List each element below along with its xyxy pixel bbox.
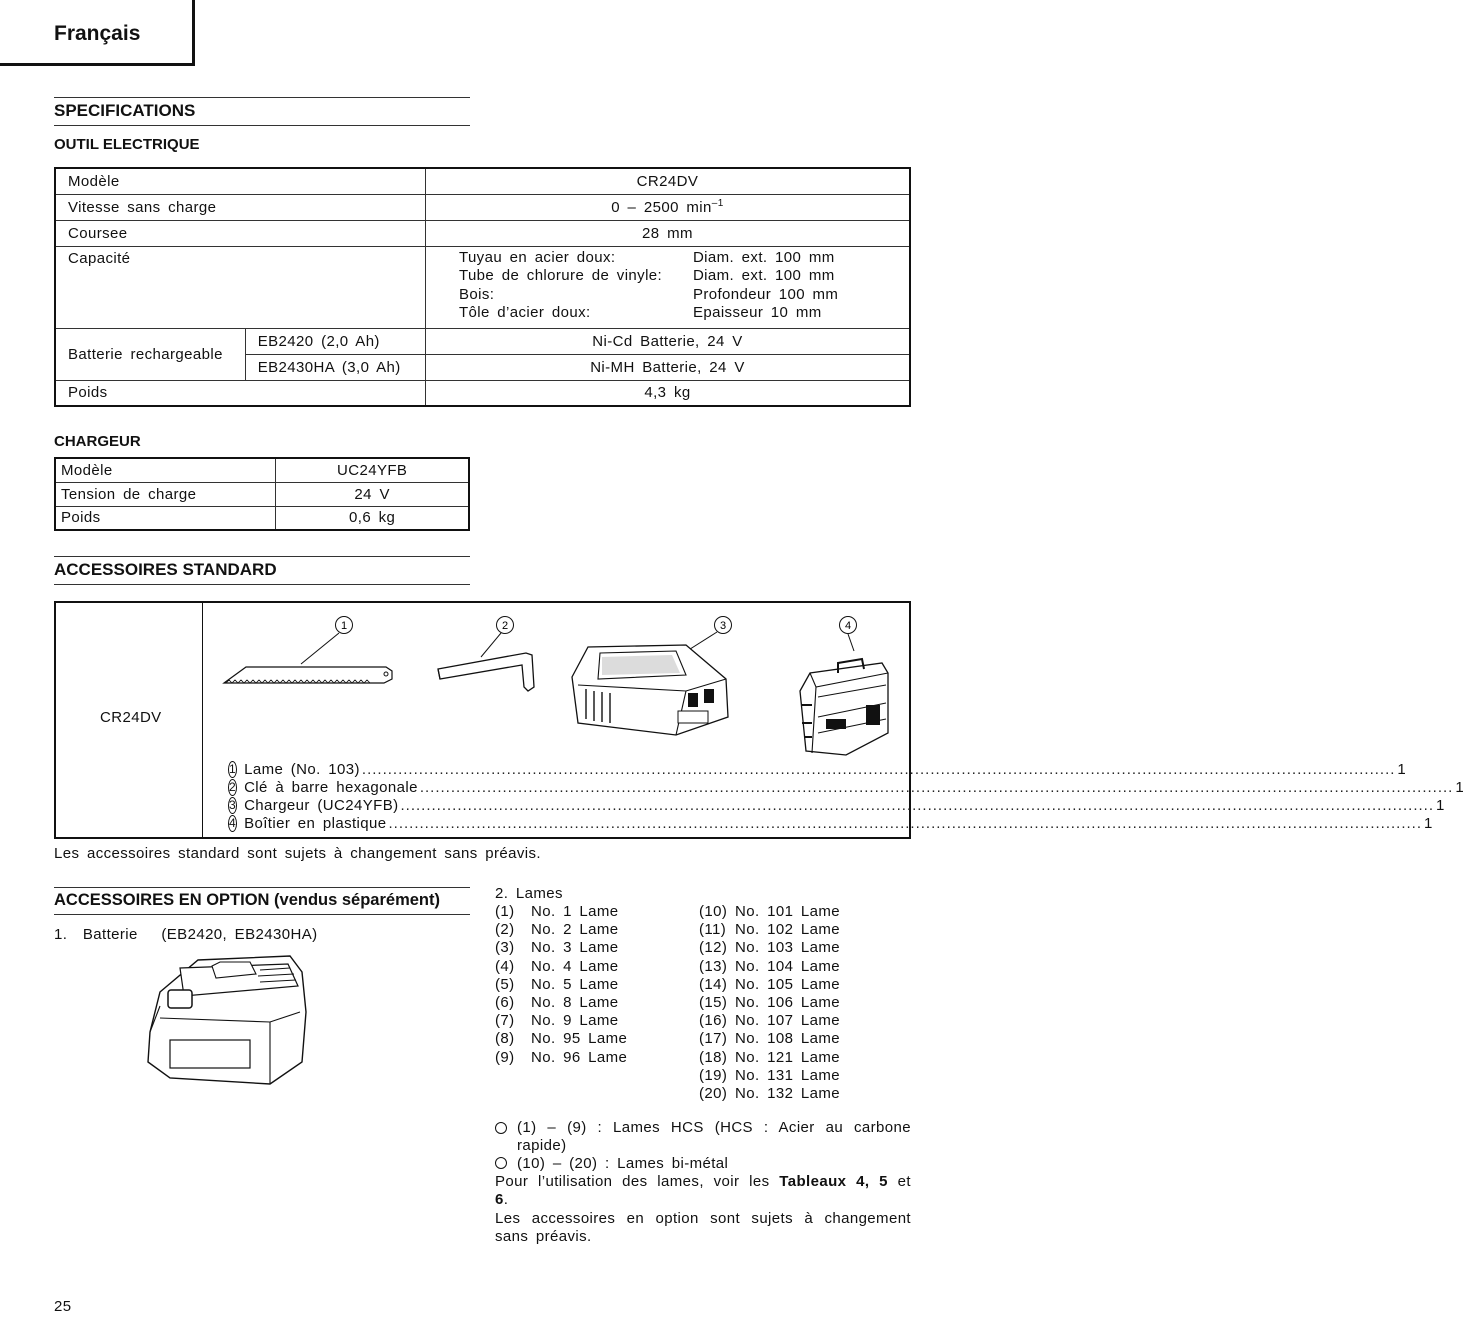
accessories-illustration: [206, 607, 906, 765]
optional-change-note: Les accessoires en option sont sujets à changement sans préavis.: [495, 1210, 911, 1245]
item-quantity: 1: [1455, 778, 1464, 796]
item-number: 1: [229, 761, 237, 776]
blade-index: (3): [495, 939, 515, 957]
spec-value: Ni-Cd Batterie, 24 V: [425, 328, 910, 354]
item-label: Chargeur (UC24YFB): [244, 796, 399, 814]
blade-name: No. 5 Lame: [531, 975, 619, 993]
item-number: 3: [229, 797, 237, 812]
callout-4: [840, 617, 857, 652]
bimetal-note-text: (10) – (20) : Lames bi-métal: [517, 1155, 729, 1172]
table-row: [55, 194, 910, 220]
tool-subtitle: OUTIL ELECTRIQUE: [54, 136, 200, 153]
blade-index: (16): [699, 1012, 728, 1030]
blade-row: [495, 976, 915, 994]
blade-row: [495, 1030, 915, 1048]
blade-row: [495, 921, 915, 939]
plastic-case-image: [800, 659, 888, 755]
table-row: [55, 458, 469, 482]
blade-index: (6): [495, 993, 515, 1011]
blade-name: No. 105 Lame: [735, 975, 841, 993]
dot-leader: ........................................................................................................................................................................................................: [361, 760, 1396, 778]
list-item: [228, 778, 1464, 796]
capacity-spec: Diam. ext. 100 mm: [692, 267, 835, 284]
usage-end: .: [503, 1191, 509, 1208]
blade-index: (20): [699, 1084, 728, 1102]
capacity-spec: Diam. ext. 100 mm: [692, 248, 835, 266]
blade-name: No. 1 Lame: [531, 903, 619, 920]
table-row: [55, 328, 910, 354]
blade-name: No. 108 Lame: [735, 1030, 841, 1048]
capacity-material: Tube de chlorure de vinyle:: [458, 267, 663, 284]
callout-1: [301, 617, 353, 665]
hcs-note-text: (1) – (9) : Lames HCS (HCS : Acier au carbone rapide): [517, 1119, 911, 1154]
item-number: 2: [229, 779, 237, 794]
blade-index: (8): [495, 1030, 515, 1048]
speed-value: 0 – 2500 min: [611, 199, 712, 216]
blade-name: No. 107 Lame: [735, 1012, 841, 1030]
blade-index: (15): [699, 993, 728, 1011]
battery-item: [54, 926, 318, 943]
item-quantity: 1: [1436, 796, 1445, 814]
spec-value: CR24DV: [425, 168, 910, 194]
standard-accessories-title: ACCESSOIRES STANDARD: [54, 556, 470, 585]
usage-table-ref-6: 6: [495, 1191, 504, 1208]
battery-label: Batterie: [82, 926, 138, 943]
callout-1-label: 1: [340, 620, 348, 632]
blade-name: No. 3 Lame: [531, 939, 619, 957]
dot-leader: ........................................................................................................................................................................................................: [388, 814, 1422, 832]
spec-label: Batterie rechargeable: [55, 328, 245, 380]
capacity-material: Tôle d’acier doux:: [458, 304, 591, 321]
usage-text: Pour l’utilisation des lames, voir les: [495, 1173, 780, 1190]
spec-label: Modèle: [55, 458, 276, 482]
speed-unit-exponent: –1: [711, 198, 724, 209]
blade-name: No. 121 Lame: [735, 1048, 841, 1066]
item-label: Clé à barre hexagonale: [244, 778, 418, 796]
accessory-model: CR24DV: [100, 709, 162, 726]
bimetal-note: [495, 1155, 911, 1172]
spec-value: [425, 194, 910, 220]
table-row: [55, 506, 469, 530]
tool-spec-table: [54, 167, 911, 407]
blade-row: [495, 994, 915, 1012]
blade-name: No. 8 Lame: [531, 993, 619, 1011]
blade-name: No. 2 Lame: [531, 921, 619, 939]
callout-2-label: 2: [501, 620, 509, 632]
blade-row: [495, 939, 915, 957]
blade-index: (1): [495, 903, 515, 920]
capacity-spec: Epaisseur 10 mm: [692, 304, 822, 321]
charger-subtitle: CHARGEUR: [54, 433, 141, 450]
blade-row: [495, 903, 915, 921]
blade-row: [495, 1012, 915, 1030]
callout-3-label: 3: [719, 620, 727, 632]
spec-label: Poids: [55, 380, 425, 406]
list-item: [228, 814, 1433, 832]
blade-row: [495, 958, 915, 976]
blade-row: [495, 1067, 915, 1085]
charger-image: [572, 645, 728, 735]
spec-value: Ni-MH Batterie, 24 V: [425, 354, 910, 380]
item-label: Boîtier en plastique: [244, 814, 387, 832]
usage-and: et: [887, 1173, 911, 1190]
specifications-title: SPECIFICATIONS: [54, 97, 470, 126]
item-quantity: 1: [1424, 814, 1433, 832]
charger-spec-table: [54, 457, 470, 531]
column-divider: [202, 603, 203, 837]
table-row: [55, 380, 910, 406]
optional-accessories-title: ACCESSOIRES EN OPTION (vendus séparément): [54, 887, 470, 915]
spec-label: Modèle: [55, 168, 425, 194]
blades-list: [495, 903, 915, 1103]
blade-index: (18): [699, 1048, 728, 1066]
standard-accessories-box: [54, 601, 1464, 839]
spec-label: Coursee: [55, 220, 425, 246]
usage-tables-ref: Tableaux 4, 5: [779, 1173, 888, 1190]
blade-name: No. 132 Lame: [735, 1084, 841, 1102]
spec-label: Tension de charge: [55, 482, 276, 506]
dot-leader: ........................................................................................................................................................................................................: [419, 778, 1454, 796]
table-row: [55, 168, 910, 194]
blade-index: (11): [699, 921, 727, 939]
dot-leader: ........................................................................................................................................................................................................: [400, 796, 1434, 814]
table-row: [55, 220, 910, 246]
spec-value: 28 mm: [425, 220, 910, 246]
battery-models: (EB2420, EB2430HA): [161, 926, 318, 943]
blade-name: No. 131 Lame: [735, 1066, 841, 1084]
blade-index: [495, 1085, 531, 1103]
blade-index: (5): [495, 975, 515, 993]
blade-name: No. 104 Lame: [735, 957, 841, 975]
capacity-list: [426, 247, 909, 325]
item-number: 4: [229, 815, 237, 830]
battery-model: EB2420 (2,0 Ah): [245, 328, 425, 354]
blade-name: No. 102 Lame: [735, 921, 841, 939]
hcs-note: [495, 1119, 911, 1155]
spec-label: Poids: [55, 506, 276, 530]
blade-name: No. 106 Lame: [735, 993, 841, 1011]
capacity-spec: Profondeur 100 mm: [692, 285, 839, 303]
blade-name: No. 4 Lame: [531, 957, 619, 975]
blade-name: [531, 1085, 699, 1103]
blade-name: No. 96 Lame: [531, 1048, 628, 1066]
battery-model: EB2430HA (3,0 Ah): [245, 354, 425, 380]
blade-row: [495, 1049, 915, 1067]
battery-image: [140, 952, 320, 1092]
blade-index: (2): [495, 921, 515, 939]
circle-icon: [495, 1157, 507, 1169]
circle-icon: [495, 1122, 507, 1134]
callout-2: [481, 617, 514, 658]
blade-index: (14): [699, 975, 728, 993]
page-number: 25: [54, 1298, 72, 1315]
blade-index: (7): [495, 1012, 515, 1030]
spec-value: 24 V: [276, 482, 469, 506]
blade-index: (12): [699, 939, 728, 957]
blade-index: (13): [699, 957, 728, 975]
blade-index: (9): [495, 1048, 515, 1066]
item-quantity: 1: [1397, 760, 1407, 778]
standard-accessories-note: Les accessoires standard sont sujets à changement sans préavis.: [54, 845, 541, 862]
hex-key-image: [438, 653, 534, 691]
blade-name: No. 95 Lame: [531, 1030, 628, 1048]
blade-index: (10): [699, 903, 728, 920]
blade-name: No. 101 Lame: [735, 903, 841, 920]
spec-value: [425, 246, 910, 328]
capacity-material: Bois:: [458, 285, 495, 303]
blade-name: No. 103 Lame: [735, 939, 841, 957]
blade-index: (4): [495, 957, 515, 975]
language-label: Français: [54, 22, 141, 45]
spec-value: 0,6 kg: [276, 506, 469, 530]
table-row: [55, 482, 469, 506]
blade-index: [495, 1067, 531, 1085]
list-item: [228, 760, 1407, 778]
item-label: Lame (No. 103): [244, 760, 360, 778]
blade-index: (17): [699, 1030, 728, 1048]
blade-name: [531, 1067, 699, 1085]
table-row: [55, 246, 910, 328]
list-item: [228, 796, 1445, 814]
spec-label: Capacité: [55, 246, 425, 328]
battery-number: 1.: [54, 926, 68, 943]
capacity-material: Tuyau en acier doux:: [458, 248, 616, 266]
blade-index: (19): [699, 1066, 728, 1084]
blades-title: 2. Lames: [495, 885, 563, 902]
spec-label: Vitesse sans charge: [55, 194, 425, 220]
saw-blade-image: [224, 667, 392, 683]
language-header: [0, 0, 195, 66]
blade-row: [495, 1085, 915, 1103]
spec-value: 4,3 kg: [425, 380, 910, 406]
blade-name: No. 9 Lame: [531, 1012, 619, 1030]
callout-4-label: 4: [844, 620, 852, 632]
spec-value: UC24YFB: [276, 458, 469, 482]
usage-note: [495, 1173, 911, 1209]
